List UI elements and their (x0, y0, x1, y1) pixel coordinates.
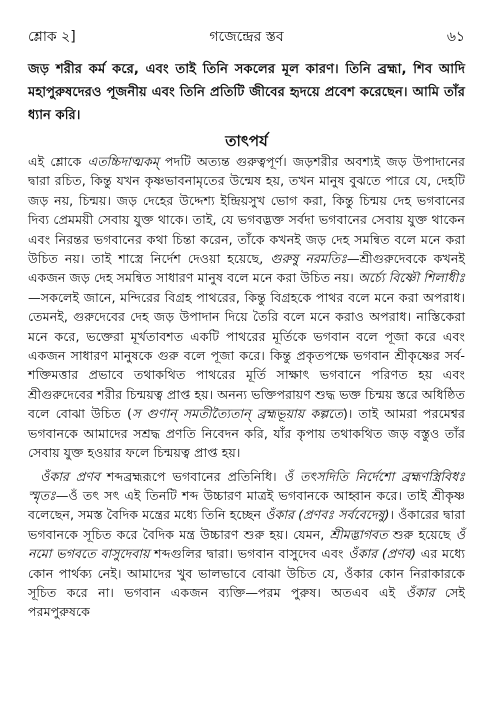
sanskrit-quote: ওঁ নমো ভগবতে বাসুদেবায় (28, 526, 466, 562)
text-run: শব্দব্রহ্মরূপে ভগবানের প্রতিনিধি। (100, 468, 284, 484)
text-run: এই শ্লোকে (28, 154, 88, 169)
purport-paragraph (28, 152, 465, 463)
text-run: এর মধ্যে কোন পার্থক্য নেই। আমাদের খুব ভালভাবে বোঝা উচিত যে, ওঁকার কোন নিরাকারকে সূচিত করে না। ভগবান একজন ব্যক্তি—পরম পুরুষ। অতএব এই (28, 546, 465, 600)
chapter-title: গজেন্দ্রের স্তব (209, 29, 284, 45)
text-run: শব্দগুলির দ্বারা। ভগবান বাসুদেব এবং (149, 546, 349, 562)
sanskrit-quote: শ্রীমদ্ভাগবত (329, 526, 388, 542)
sanskrit-quote: স গুণান্ সমতীত্যৈতান্ ব্রহ্মভূয়ায় কল্পতে (131, 406, 343, 422)
sanskrit-quote: ওঁকার প্রণব (40, 468, 100, 484)
sanskrit-quote: ওঁ তৎসদিতি নির্দেশো ব্রহ্মণস্ত্রিবিধঃ স্মৃতঃ (28, 468, 465, 503)
sanskrit-quote: অর্চ্যে বিষ্ণৌ শিলাধীঃ (357, 270, 465, 286)
purport-body (28, 152, 465, 622)
text-run: শুরু হয়েছে (387, 526, 456, 542)
page-header (28, 26, 465, 48)
text-run: —ওঁ তৎ সৎ এই তিনটি শব্দ উচ্চারণ মাত্রই ভগবানকে আহ্বান করে। তাই শ্রীকৃষ্ণ বলেছেন, সমস্ত বৈদিক মন্ত্রের মধ্যে তিনি হচ্ছেন (28, 487, 465, 523)
sanskrit-quote: ওঁকার (405, 584, 435, 600)
text-run: । ওঁকারের দ্বারা ভগবানকে সূচিত করে বৈদিক মন্ত্র উচ্চারণ শুরু হয়। যেমন, (28, 507, 466, 542)
page-number: ৬১ (446, 29, 465, 45)
text-run: —শ্রীগুরুদেবকে কখনই একজন জড় দেহ সমন্বিত সাধারণ মানুষ বলে মনে করা উচিত নয়। (28, 251, 465, 286)
verse-translation: জড় শরীর কর্ম করে, এবং তাই তিনি সকলের মূল কারণ। তিনি ব্রহ্মা, শিব আদি মহাপুরুষদেরও পূজনীয় এবং তিনি প্রতিটি জীবের হৃদয়ে প্রবেশ করেছেন। আমি তাঁর ধ্যান করি। (28, 62, 465, 123)
sanskrit-quote: ওঁকার (প্রণব) (348, 546, 416, 562)
text-run: পদটি অত্যন্ত গুরুত্বপূর্ণ। জড়শরীর অবশ্যই জড় উপাদানের দ্বারা রচিত, কিন্তু যখন কৃষ্ণভাবনামৃতের উন্মেষ হয়, তখন মানুষ বুঝতে পারে যে, দেহটি জড় নয়, চিন্ময়। জড় দেহের উদ্দেশ্য ইন্দ্রিয়সুখ ভোগ করা, কিন্তু চিন্ময় দেহ ভগবানের দিব্য প্রেমময়ী সেবায় যুক্ত থাকে। তাই, যে ভগবদ্ভক্ত সর্বদা ভগবানের সেবায় যুক্ত থাকেন এবং নিরন্তর ভগবানের কথা চিন্তা করেন, তাঁকে কখনই জড় দেহ সমন্বিত বলে মনে করা উচিত নয়। তাই শাস্ত্রে নির্দেশ দেওয়া হয়েছে, (28, 154, 465, 267)
text-run: সেই পরমপুরুষকে (28, 584, 465, 620)
purport-paragraph (28, 467, 465, 622)
purport-heading: তাৎপর্য (225, 132, 268, 150)
text-run: )। তাই আমরা পরমেশ্বর ভগবানকে আমাদের সশ্রদ্ধ প্রণতি নিবেদন করি, যাঁর কৃপায় তথাকথিত জড় বস্তুও তাঁর সেবায় যুক্ত হওয়ার ফলে চিন্ময়ত্ব প্রাপ্ত হয়। (28, 406, 466, 461)
sanskrit-quote: এতচ্চিদাত্মকম্ (87, 154, 159, 169)
sanskrit-quote: ওঁকার (প্রণবঃ সর্ববেদেষু) (265, 507, 390, 523)
verse-reference: শ্লোক ২] (28, 29, 76, 45)
sanskrit-quote: গুরুষু নরমতিঃ (270, 251, 347, 267)
text-run: —সকলেই জানে, মন্দিরের বিগ্রহ পাথরের, কিন্তু বিগ্রহকে পাথর বলে মনে করা অপরাধ। তেমনই, গুরুদেবের দেহ জড় উপাদান দিয়ে তৈরি বলে মনে করাও অপরাধ। নাস্তিকেরা মনে করে, ভক্তেরা মূর্খতাবশত একটি পাথরের মূর্তিকে ভগবান বলে পূজা করে এবং একজন সাধারণ মানুষকে গুরু বলে পূজা করে। কিন্তু প্রকৃতপক্ষে ভগবান শ্রীকৃষ্ণের সর্ব-শক্তিমত্তার প্রভাবে তথাকথিত পাথরের মূর্তি সাক্ষাৎ ভগবানে পরিণত হয় এবং শ্রীগুরুদেবের শরীর চিন্ময়ত্ব প্রাপ্ত হয়। অনন্য ভক্তিপরায়ণ শুদ্ধ ভক্ত চিন্ময় স্তরে অধিষ্ঠিত বলে বোঝা উচিত ( (28, 289, 465, 422)
